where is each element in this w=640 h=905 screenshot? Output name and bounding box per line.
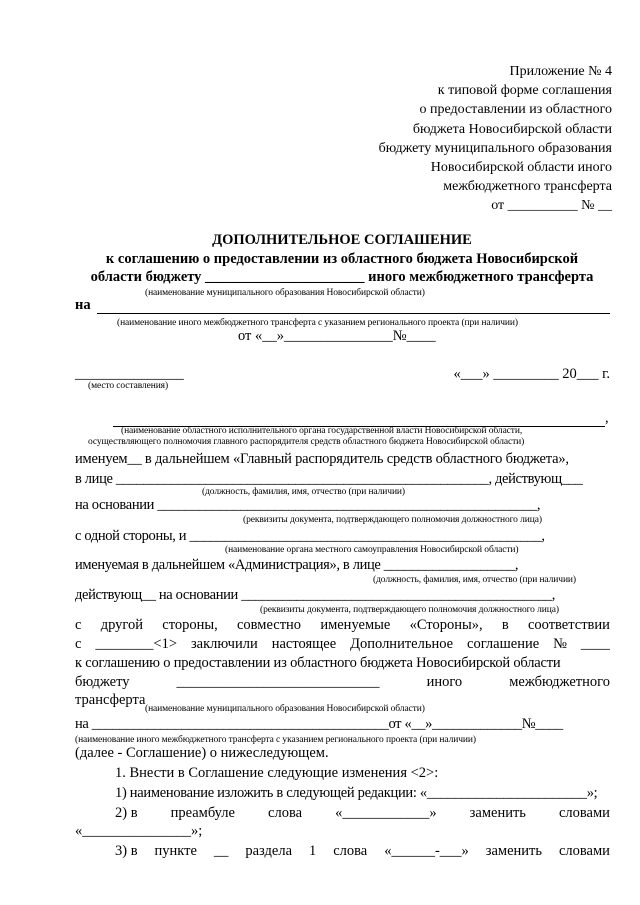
field-hint: (наименование иного межбюджетного трансферта с указанием регионального проекта (при наличии) [117,318,518,328]
word: 1 [308,843,317,859]
field-hint: осуществляющего полномочия главного распорядителя средств областного бюджета Новосибирской области) [88,437,525,447]
body-line: 1. Внести в Соглашение следующие изменения <2>: [115,765,439,781]
body-line: на основании _______________________________________________________, [75,497,541,513]
word: слова [333,843,368,859]
word: ____________________________ [176,674,380,690]
justified-line [75,617,610,634]
word: ________<1> [95,636,177,652]
body-line: именуем__ в дальнейшем «Главный распорядитель средств областного бюджета», [75,451,569,467]
underline-field [97,313,610,314]
word: бюджету [75,674,130,690]
word: именуемые [320,617,391,633]
annex-header [379,62,612,216]
field-hint: (реквизиты документа, подтверждающего полномочия должностного лица) [260,605,559,615]
body-line: с одной стороны, и ___________________________________________________, [75,528,545,544]
document-subtitle: области бюджету ______________________ иного межбюджетного трансферта [90,269,594,285]
word: «Стороны», [409,617,483,633]
word: настоящее [271,636,337,652]
word: преамбуле [170,805,235,821]
word: стороны, [162,617,218,633]
annex-line: к типовой форме соглашения [437,83,612,99]
word: иного [426,674,463,690]
word: соглашение [467,636,540,652]
word: с [75,617,82,633]
word: словами [558,843,610,859]
annex-line: Новосибирской области иного [430,160,612,176]
agreement-date-number: от «__»_______________№____ [238,328,436,344]
annex-line: бюджета Новосибирской области [412,121,612,137]
word: другой [100,617,143,633]
body-line: именуемая в дальнейшем «Администрация», в лице ___________________, [75,557,519,573]
body-line: «_______________»; [75,823,203,839]
place-field: _______________ [75,366,184,382]
annex-line: межбюджетного трансферта [443,179,612,195]
body-line: действующ__ на основании _____________________________________________, [75,587,555,603]
word: межбюджетного [509,674,610,690]
justified-line [115,805,610,822]
annex-line: Приложение № 4 [509,64,612,79]
document-subtitle: к соглашению о предоставлении из областного бюджета Новосибирской [105,251,579,267]
subtitle-prefix: на [75,297,91,313]
comma: , [605,410,609,426]
body-line: (далее - Соглашение) о нижеследующем. [75,745,329,761]
word: «______-___» [384,843,469,859]
body-line: трансферта [75,692,146,708]
annex-line: о предоставлении из областного [419,102,612,118]
justified-line [75,674,610,691]
word: в [501,617,509,633]
word: совместно [237,617,302,633]
field-hint: (наименование муниципального образования Новосибирской области) [145,704,425,714]
body-line: на ___________________________________________от «__»_____________№____ [75,716,563,732]
word: __ [213,843,229,859]
word: с [75,636,82,652]
word: 3) в [115,843,138,859]
body-line: к соглашению о предоставлении из областного бюджета Новосибирской области [75,655,561,671]
field-hint: (наименование иного межбюджетного трансферта с указанием регионального проекта (при наличии) [75,735,476,745]
word: ____ [580,636,610,652]
word: Дополнительное [350,636,454,652]
field-hint: (наименование муниципального образования Новосибирской области) [145,288,425,298]
field-hint: (наименование областного исполнительного органа государственной власти Новосибирской области, [121,426,523,436]
word: пункте [154,843,197,859]
field-hint: (реквизиты документа, подтверждающего полномочия должностного лица) [243,515,542,525]
field-hint: (наименование органа местного самоуправления Новосибирской области) [225,545,519,555]
body-line: в лице ______________________________________________________, действующ___ [75,471,583,487]
field-hint: (место составления) [88,381,169,391]
annex-line: бюджету муниципального образования [378,140,612,156]
word: заменить [485,843,542,859]
word: 2) в [115,805,138,821]
document-title: ДОПОЛНИТЕЛЬНОЕ СОГЛАШЕНИЕ [212,232,472,248]
word: раздела [245,843,293,859]
body-line: 1) наименование изложить в следующей редакции: «_______________________»; [115,785,598,801]
annex-line: от __________ № __ [491,198,612,214]
word: № [553,636,567,652]
field-hint: (должность, фамилия, имя, отчество (при наличии) [202,487,405,497]
word: словами [558,805,610,821]
word: заменить [469,805,526,821]
word: «____________» [335,805,437,821]
justified-line [75,636,610,653]
date-field: «___» _________ 20___ г. [453,366,610,382]
word: слова [268,805,303,821]
word: соответствии [527,617,610,633]
field-hint: (должность, фамилия, имя, отчество (при наличии) [373,575,576,585]
justified-line [115,843,610,860]
word: заключили [190,636,258,652]
